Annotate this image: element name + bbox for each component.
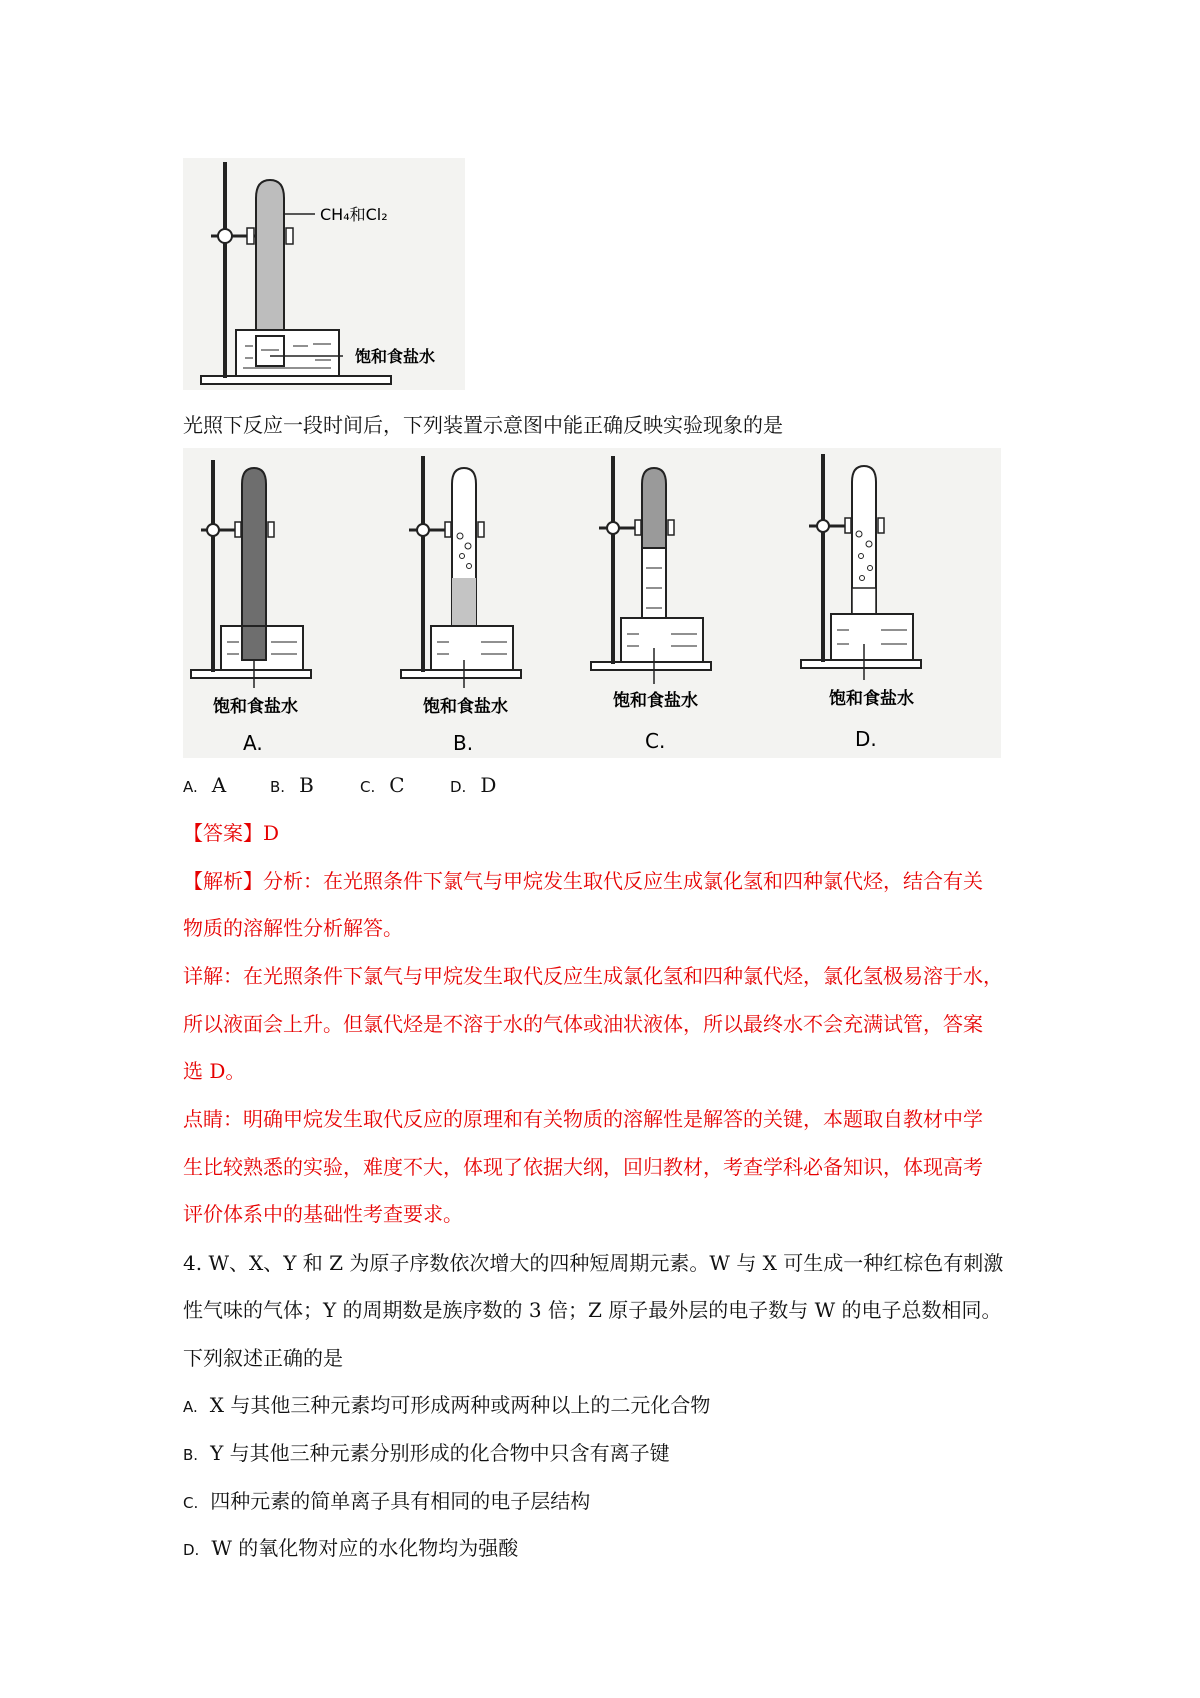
option-c-key: C.	[360, 778, 376, 796]
apparatus-a	[191, 460, 311, 755]
question4-line-1: 4. W、X、Y 和 Z 为原子序数依次增大的四种短周期元素。W 与 X 可生成一种红棕色有刺激	[183, 1251, 1004, 1275]
choice-b-text: Y 与其他三种元素分别形成的化合物中只含有离子键	[210, 1441, 670, 1465]
apparatus-d	[801, 454, 921, 751]
analysis-line-1: 【解析】分析：在光照条件下氯气与甲烷发生取代反应生成氯化氢和四种氯代烃，结合有关	[183, 869, 983, 893]
detail-line-2: 所以液面会上升。但氯代烃是不溶于水的气体或油状液体，所以最终水不会充满试管，答案	[183, 1012, 983, 1036]
figure-letter-c: C.	[645, 729, 666, 753]
choice-c-text: 四种元素的简单离子具有相同的电子层结构	[210, 1489, 591, 1513]
question4-choice-d	[183, 1533, 1033, 1565]
apparatus-diagram	[183, 158, 465, 390]
analysis-line-2: 物质的溶解性分析解答。	[183, 916, 403, 940]
water-label-b: 饱和食盐水	[423, 697, 508, 717]
apparatus-c	[591, 456, 711, 753]
option-a	[183, 773, 226, 797]
question4-choice-a	[183, 1390, 1033, 1422]
comment-line-3: 评价体系中的基础性考查要求。	[183, 1202, 463, 1226]
choice-d-text: W 的氧化物对应的水化物均为强酸	[211, 1536, 519, 1560]
gas-label: CH₄和Cl₂	[320, 205, 388, 224]
choice-c-key: C.	[183, 1494, 199, 1512]
choice-a-key: A.	[183, 1398, 198, 1416]
figure-letter-d: D.	[855, 727, 877, 751]
options-figure	[183, 448, 1001, 758]
choice-b-key: B.	[183, 1446, 199, 1464]
comment-line-1: 点睛：明确甲烷发生取代反应的原理和有关物质的溶解性是解答的关键，本题取自教材中学	[183, 1107, 983, 1131]
water-label: 饱和食盐水	[355, 347, 436, 366]
options-diagram	[183, 448, 1001, 758]
question-prompt: 光照下反应一段时间后，下列装置示意图中能正确反映实验现象的是	[183, 413, 783, 437]
water-label-c: 饱和食盐水	[613, 691, 698, 711]
detail-line-3: 选 D。	[183, 1059, 246, 1083]
question4-line-2: 性气味的气体；Y 的周期数是族序数的 3 倍；Z 原子最外层的电子数与 W 的电子总数相同。	[183, 1298, 1002, 1322]
option-c-text: C	[389, 773, 405, 797]
option-b-text: B	[299, 773, 314, 797]
option-c	[360, 773, 405, 797]
option-d	[450, 773, 496, 797]
option-b	[270, 773, 314, 797]
figure-letter-b: B.	[453, 731, 474, 755]
water-label-a: 饱和食盐水	[213, 697, 298, 717]
figure-letter-a: A.	[243, 731, 263, 755]
detail-line-1: 详解：在光照条件下氯气与甲烷发生取代反应生成氯化氢和四种氯代烃，氯化氢极易溶于水，	[183, 964, 1003, 988]
option-d-text: D	[480, 773, 497, 797]
water-label-d: 饱和食盐水	[829, 689, 914, 709]
option-a-key: A.	[183, 778, 198, 796]
choice-d-key: D.	[183, 1541, 200, 1559]
question4-choice-b	[183, 1438, 1033, 1470]
option-a-text: A	[211, 773, 227, 797]
option-b-key: B.	[270, 778, 286, 796]
question4-choice-c	[183, 1486, 1033, 1518]
apparatus-figure	[183, 158, 465, 390]
answer-line: 【答案】D	[183, 821, 280, 845]
question4-line-3: 下列叙述正确的是	[183, 1346, 343, 1370]
comment-line-2: 生比较熟悉的实验，难度不大，体现了依据大纲，回归教材，考查学科必备知识，体现高考	[183, 1155, 983, 1179]
choice-a-text: X 与其他三种元素均可形成两种或两种以上的二元化合物	[209, 1393, 711, 1417]
option-d-key: D.	[450, 778, 467, 796]
apparatus-b	[401, 456, 521, 755]
